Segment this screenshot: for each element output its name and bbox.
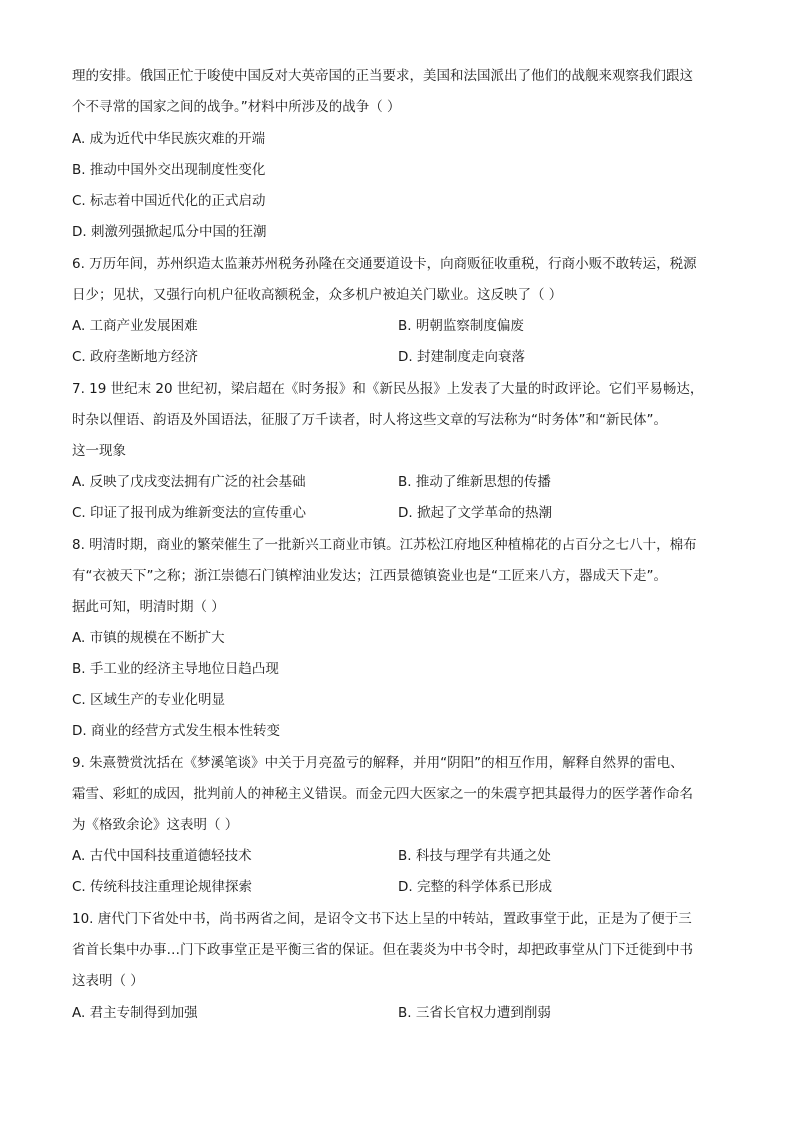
q7-option-a[interactable]: A. 反映了戊戌变法拥有广泛的社会基础 [72, 474, 306, 490]
q8-option-d[interactable]: D. 商业的经营方式发生根本性转变 [72, 723, 280, 739]
q9-option-d[interactable]: D. 完整的科学体系已形成 [398, 879, 552, 895]
q5-option-c[interactable]: C. 标志着中国近代化的正式启动 [72, 193, 266, 209]
q5-stem-line-1: 理的安排。俄国正忙于唆使中国反对大英帝国的正当要求，美国和法国派出了他们的战舰来观察我们跟这 [72, 68, 693, 84]
q9-stem-line-2: 霜雪、彩虹的成因，批判前人的神秘主义错误。而金元四大医家之一的朱震亨把其最得力的医学著作命名 [72, 786, 693, 802]
q5-option-a[interactable]: A. 成为近代中华民族灾难的开端 [72, 131, 266, 147]
q7-option-c[interactable]: C. 印证了报刊成为维新变法的宣传重心 [72, 505, 307, 521]
q6-option-c[interactable]: C. 政府垄断地方经济 [72, 349, 199, 365]
q9-stem-line-1: 9. 朱熹赞赏沈括在《梦溪笔谈》中关于月亮盈亏的解释，并用“阴阳”的相互作用，解释自然界的雷电、 [72, 755, 684, 771]
q10-stem-line-2: 省首长集中办事…门下政事堂正是平衡三省的保证。但在裴炎为中书令时，却把政事堂从门下迁徙到中书 [72, 942, 693, 958]
q9-option-a[interactable]: A. 古代中国科技重道德轻技术 [72, 848, 252, 864]
q10-option-a[interactable]: A. 君主专制得到加强 [72, 1005, 198, 1021]
q6-option-d[interactable]: D. 封建制度走向衰落 [398, 349, 525, 365]
q8-option-a[interactable]: A. 市镇的规模在不断扩大 [72, 630, 225, 646]
q9-option-c[interactable]: C. 传统科技注重理论规律探索 [72, 879, 253, 895]
q6-stem-line-1: 6. 万历年间，苏州织造太监兼苏州税务孙隆在交通要道设卡，向商贩征收重税，行商小贩不敢转运，税源 [72, 256, 697, 272]
q10-stem-line-3: 这表明（ ） [72, 973, 144, 989]
q8-option-b[interactable]: B. 手工业的经济主导地位日趋凸现 [72, 661, 279, 677]
q10-option-b[interactable]: B. 三省长官权力遭到削弱 [398, 1005, 551, 1021]
q10-stem-line-1: 10. 唐代门下省处中书，尚书两省之间，是诏令文书下达上呈的中转站，置政事堂于此，正是为了便于三 [72, 911, 692, 927]
q8-stem-line-2: 有“衣被天下”之称；浙江崇德石门镇榨油业发达；江西景德镇瓷业也是“工匠来八方，器成天下走”。 [72, 568, 667, 584]
q9-option-b[interactable]: B. 科技与理学有共通之处 [398, 848, 551, 864]
q9-stem-line-3: 为《格致余论》这表明（ ） [72, 817, 239, 833]
q6-option-a[interactable]: A. 工商产业发展困难 [72, 318, 198, 334]
q6-stem-line-2: 日少；见状，又强行向机户征收高额税金，众多机户被迫关门歇业。这反映了（ ） [72, 287, 563, 303]
q5-option-b[interactable]: B. 推动中国外交出现制度性变化 [72, 162, 266, 178]
q7-option-d[interactable]: D. 掀起了文学革命的热潮 [398, 505, 552, 521]
q7-stem-line-2: 时杂以俚语、韵语及外国语法，征服了万千读者，时人将这些文章的写法称为“时务体”和“新民体”。 [72, 412, 667, 428]
q7-stem-line-3: 这一现象 [72, 443, 126, 459]
q5-option-d[interactable]: D. 刺激列强掀起瓜分中国的狂潮 [72, 224, 267, 240]
q8-stem-line-3: 据此可知，明清时期（ ） [72, 599, 225, 615]
q7-stem-line-1: 7. 19 世纪末 20 世纪初，梁启超在《时务报》和《新民丛报》上发表了大量的时政评论。它们平易畅达， [72, 381, 704, 397]
q7-option-b[interactable]: B. 推动了维新思想的传播 [398, 474, 551, 490]
q8-option-c[interactable]: C. 区域生产的专业化明显 [72, 692, 226, 708]
q5-stem-line-2: 个不寻常的国家之间的战争。”材料中所涉及的战争（ ） [72, 99, 401, 115]
q8-stem-line-1: 8. 明清时期，商业的繁荣催生了一批新兴工商业市镇。江苏松江府地区种植棉花的占百分之七八十，棉布 [72, 537, 697, 553]
q6-option-b[interactable]: B. 明朝监察制度偏废 [398, 318, 524, 334]
